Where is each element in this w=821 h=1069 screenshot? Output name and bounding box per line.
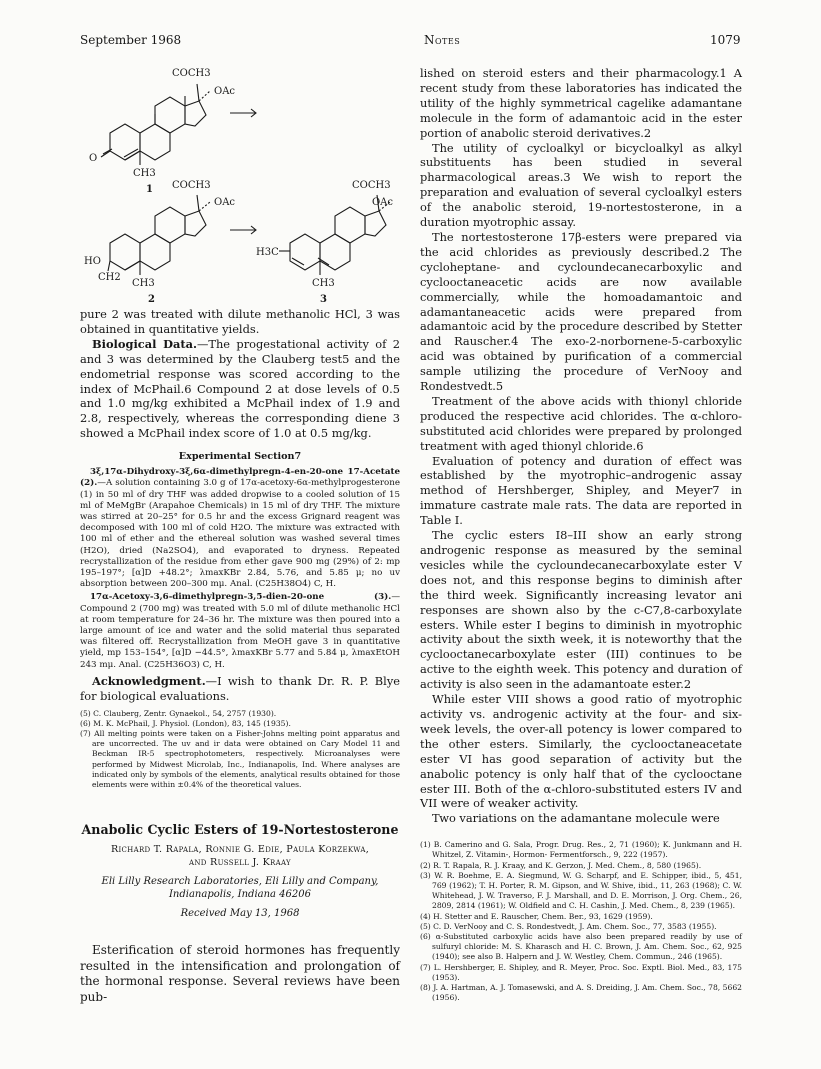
exp1-text: —A solution containing 3.0 g of 17α-acetoxy-6α-methylprogesterone (1) in 50 ml of dry THF was added dropwise to a cooled solution of 15 ml of MeMgBr (Arapahoe Chemicals) in 15 ml of dry THF. The mixture was stirred at 20–25° for 0.5 hr and the excess Grignard reagent was decomposed with 100 ml of cold H2O. The mixture was extracted with 100 ml of ether and the ethereal solution was washed several times (H2O), dried (Na2SO4), and evaporated to dryness. Repeated recrystallization of the residue from ether gave 900 mg (29%) of 2: mp 195–197°; [α]D +48.2°; λmaxKBr 2.84, 5.76, and 5.85 μ; no uv absorption between 200–300 mμ. Anal. (C25H38O4) C, H. <box>80 478 400 590</box>
article-intro-paragraph: Esterification of steroid hormones has frequently resulted in the intensification and prolongation of the hormonal response. Several reviews have been pub- <box>80 943 400 1004</box>
experimental-paragraph-1 <box>80 467 400 590</box>
compound-1-structure <box>101 84 210 165</box>
c2-coch3-label: COCH3 <box>172 180 211 191</box>
body-paragraph: Two variations on the adamantane molecule were <box>432 811 720 826</box>
article-authors-line-1: Richard T. Rapala, Ronnie G. Edie, Paula Korzekwa, <box>110 844 370 855</box>
acknowledgment-text: —I wish to thank Dr. R. P. Blye for biological evaluations. <box>80 673 400 703</box>
c2-ho-label: HO <box>84 256 101 267</box>
body-paragraph: The utility of cycloalkyl or bicycloalkyl as alkyl substituents has been studied in several pharmacological areas.3 We wish to report the preparation and evaluation of several cycloalkyl esters of the anabolic steroid, 19-nortestosterone, in a duration myotrophic assay. <box>420 140 742 230</box>
experimental-paragraph-2 <box>80 592 400 670</box>
c1-methyl-label: CH3 <box>133 168 156 179</box>
footnote: (8) J. A. Hartman, A. J. Tomasewski, and A. S. Dreiding, J. Am. Chem. Soc., 78, 5662 (1956). <box>420 983 742 1003</box>
running-date: September 1968 <box>80 33 182 47</box>
exp2-text: —Compound 2 (700 mg) was treated with 5.0 ml of dilute methanolic HCl at room temperature for 24–36 hr. The mixture was then poured into a large amount of ice and water and the solid material thus separated was filtered off. Recrystallization from MeOH gave 3 in quantitative yield, mp 153–154°, [α]D −44.5°, λmaxKBr 5.77 and 5.84 μ, λmaxEtOH 243 mμ. Anal. (C25H36O3) C, H. <box>80 592 400 670</box>
received-date: Received May 13, 1968 <box>180 908 300 919</box>
body-paragraph: While ester VIII shows a good ratio of myotrophic activity vs. androgenic activity at the four- and six-week levels, the over-all potency is lower compared to the other esters. Similarly, the cyclooctaneacetate ester VI has good separation of activity but the anabolic potency is only half that of the cyclooctane ester III. Both of the α-chloro-substituted esters IV and VII were of weaker activity. <box>420 692 742 811</box>
footnote: (1) B. Camerino and G. Sala, Progr. Drug. Res., 2, 71 (1960); K. Junkmann and H. Whitzel, Z. Vitamin-, Hormon- Fermentforsch., 9, 222 (1957). <box>420 840 742 860</box>
c3-h3c-label: H3C <box>256 247 279 258</box>
c1-keto-label: O <box>89 153 98 164</box>
body-paragraph: The nortestosterone 17β-esters were prepared via the acid chlorides as previously described.2 The cycloheptane- and cycloundecanecarboxylic and cyclooctaneacetic acids are now available commercially, while the homoadamantoic and adamantaneacetic acids were prepared from adamantoic acid by the procedure described by Stetter and Rauscher.4 The exo-2-norbornene-5-carboxylic acid was obtained by purification of a commercial sample utilizing the procedure of VerNooy and Rondestvedt.5 <box>420 229 742 394</box>
right-column <box>420 66 742 1003</box>
footnote: (5) C. D. VerNooy and C. S. Rondestvedt, J. Am. Chem. Soc., 77, 3583 (1955). <box>420 921 717 931</box>
page-number: 1079 <box>710 33 741 47</box>
running-section: Notes <box>424 33 461 47</box>
c2-ch2-label: CH2 <box>98 272 121 283</box>
footnote: (6) α-Substituted carboxylic acids have also been prepared readily by use of sulfuryl chloride: M. S. Kharasch and H. C. Brown, J. Am. Chem. Soc., 62, 925 (1940); see also B. Halpern and J. W. Westley, Chem. Commun., 246 (1965). <box>420 932 742 962</box>
footnote: (7) L. Hershberger, E. Shipley, and R. Meyer, Proc. Soc. Exptl. Biol. Med., 83, 175 (1953). <box>420 962 742 982</box>
experimental-heading: Experimental Section7 <box>178 451 302 463</box>
compound-2-number: 2 <box>148 294 155 303</box>
body-paragraph: lished on steroid esters and their pharmacology.1 A recent study from these laboratories has indicated the utility of the highly symmetrical cagelike adamantane molecule in the form of adamantoic acid in the ester portion of anabolic steroid derivatives.2 <box>420 66 742 140</box>
c3-ch3-label: CH3 <box>312 278 335 289</box>
footnote: (4) H. Stetter and E. Rauscher, Chem. Ber., 93, 1629 (1959). <box>420 911 653 921</box>
article-authors-line-2: and Russell J. Kraay <box>189 857 291 868</box>
left-column <box>80 307 400 790</box>
article-title: Anabolic Cyclic Esters of 19-Nortestosterone <box>81 822 399 837</box>
intro-continuation: pure 2 was treated with dilute methanolic HCl, 3 was obtained in quantitative yields. <box>80 307 400 336</box>
c1-coch3-label: COCH3 <box>172 68 211 79</box>
footnote: (2) R. T. Rapala, R. J. Kraay, and K. Gerzon, J. Med. Chem., 8, 580 (1965). <box>420 860 702 870</box>
exp2-title: 17α-Acetoxy-3,6-dimethylpregn-3,5-dien-20-one (3). <box>90 592 392 603</box>
compound-1-number: 1 <box>146 184 153 195</box>
body-paragraph: The cyclic esters I8–III show an early strong androgenic response as measured by the seminal vesicles while the cycloundecanecarboxylate ester V does not, and this response begins to diminish after the third week. Significantly increasing levator ani responses are shown also by the c-C7,8-carboxylate esters. While ester I begins to diminish in myotrophic activity about the sixth week, it is noteworthy that the cyclooctanecarboxylate ester (III) continues to be active to the eighth week. This potency and duration of activity is also seen in the adamantoate ester.2 <box>420 528 742 692</box>
footnote: (7) All melting points were taken on a Fisher-Johns melting point apparatus and are uncorrected. The uv and ir data were obtained on Cary Model 11 and Beckman IR-5 spectrophotometers, respectively. Microanalyses were performed by Midwest Microlab, Inc., Indianapolis, Ind. Where analyses are indicated only by symbols of the elements, analytical results obtained for those elements were within ±0.4% of the theoretical values. <box>80 729 400 790</box>
c1-oac-label: OAc <box>214 86 236 97</box>
affiliation-line-2: Indianapolis, Indiana 46206 <box>168 889 311 900</box>
acknowledgment-heading: Acknowledgment. <box>92 673 206 688</box>
biological-data-paragraph <box>80 337 400 441</box>
footnote: (5) C. Clauberg, Zentr. Gynaekol., 54, 2757 (1930). <box>80 708 277 718</box>
biological-data-text: —The progestational activity of 2 and 3 was determined by the Clauberg test5 and the endometrial response was scored according to the index of McPhail.6 Compound 2 at dose levels of 0.5 and 1.0 mg/kg exhibited a McPhail index of 1.9 and 2.8, respectively, whereas the corresponding diene 3 showed a McPhail index score of 1.0 at 0.5 mg/kg. <box>80 336 400 441</box>
body-paragraph: Treatment of the above acids with thionyl chloride produced the respective acid chlorides. The α-chloro-substituted acid chlorides were prepared by prolonged treatment with aged thionyl chloride.6 <box>420 393 742 453</box>
footnote: (6) M. K. McPhail, J. Physiol. (London), 83, 145 (1935). <box>80 718 291 728</box>
biological-data-heading: Biological Data. <box>92 336 197 351</box>
compound-2-structure <box>108 195 210 275</box>
body-paragraph: Evaluation of potency and duration of effect was established by the myotrophic–androgenic assay method of Hershberger, Shipley, and Meyer7 in immature castrate male rats. The data are reported in Table I. <box>420 453 742 528</box>
c3-coch3-label: COCH3 <box>352 180 391 191</box>
c3-oac-label: OAc <box>371 197 393 208</box>
right-footnotes <box>420 840 742 1003</box>
c2-ch3-label: CH3 <box>132 278 155 289</box>
exp1-title: 3ξ,17α-Dihydroxy-3ξ,6α-dimethylpregn-4-en-20-one 17-Acetate (2). <box>80 467 400 489</box>
c2-oac-label: OAc <box>214 197 236 208</box>
footnote: (3) W. R. Boehme, E. A. Siegmund, W. G. Scharpf, and E. Schipper, ibid., 5, 451, 769 (1962); T. H. Porter, R. M. Gipson, and W. Shive, ibid., 11, 263 (1968); C. W. Whitehead, J. W. Traverso, F. J. Marshall, and D. E. Morrison, J. Org. Chem., 26, 2809, 2814 (1961); W. Oldfield and C. H. Cashin, J. Med. Chem., 8, 239 (1965). <box>420 870 742 911</box>
affiliation-line-1: Eli Lilly Research Laboratories, Eli Lilly and Company, <box>101 876 379 887</box>
compound-3-number: 3 <box>320 294 327 303</box>
acknowledgment-paragraph <box>80 674 400 704</box>
reaction-scheme <box>80 58 400 303</box>
left-footnotes <box>80 709 400 791</box>
article-header <box>80 822 400 1005</box>
